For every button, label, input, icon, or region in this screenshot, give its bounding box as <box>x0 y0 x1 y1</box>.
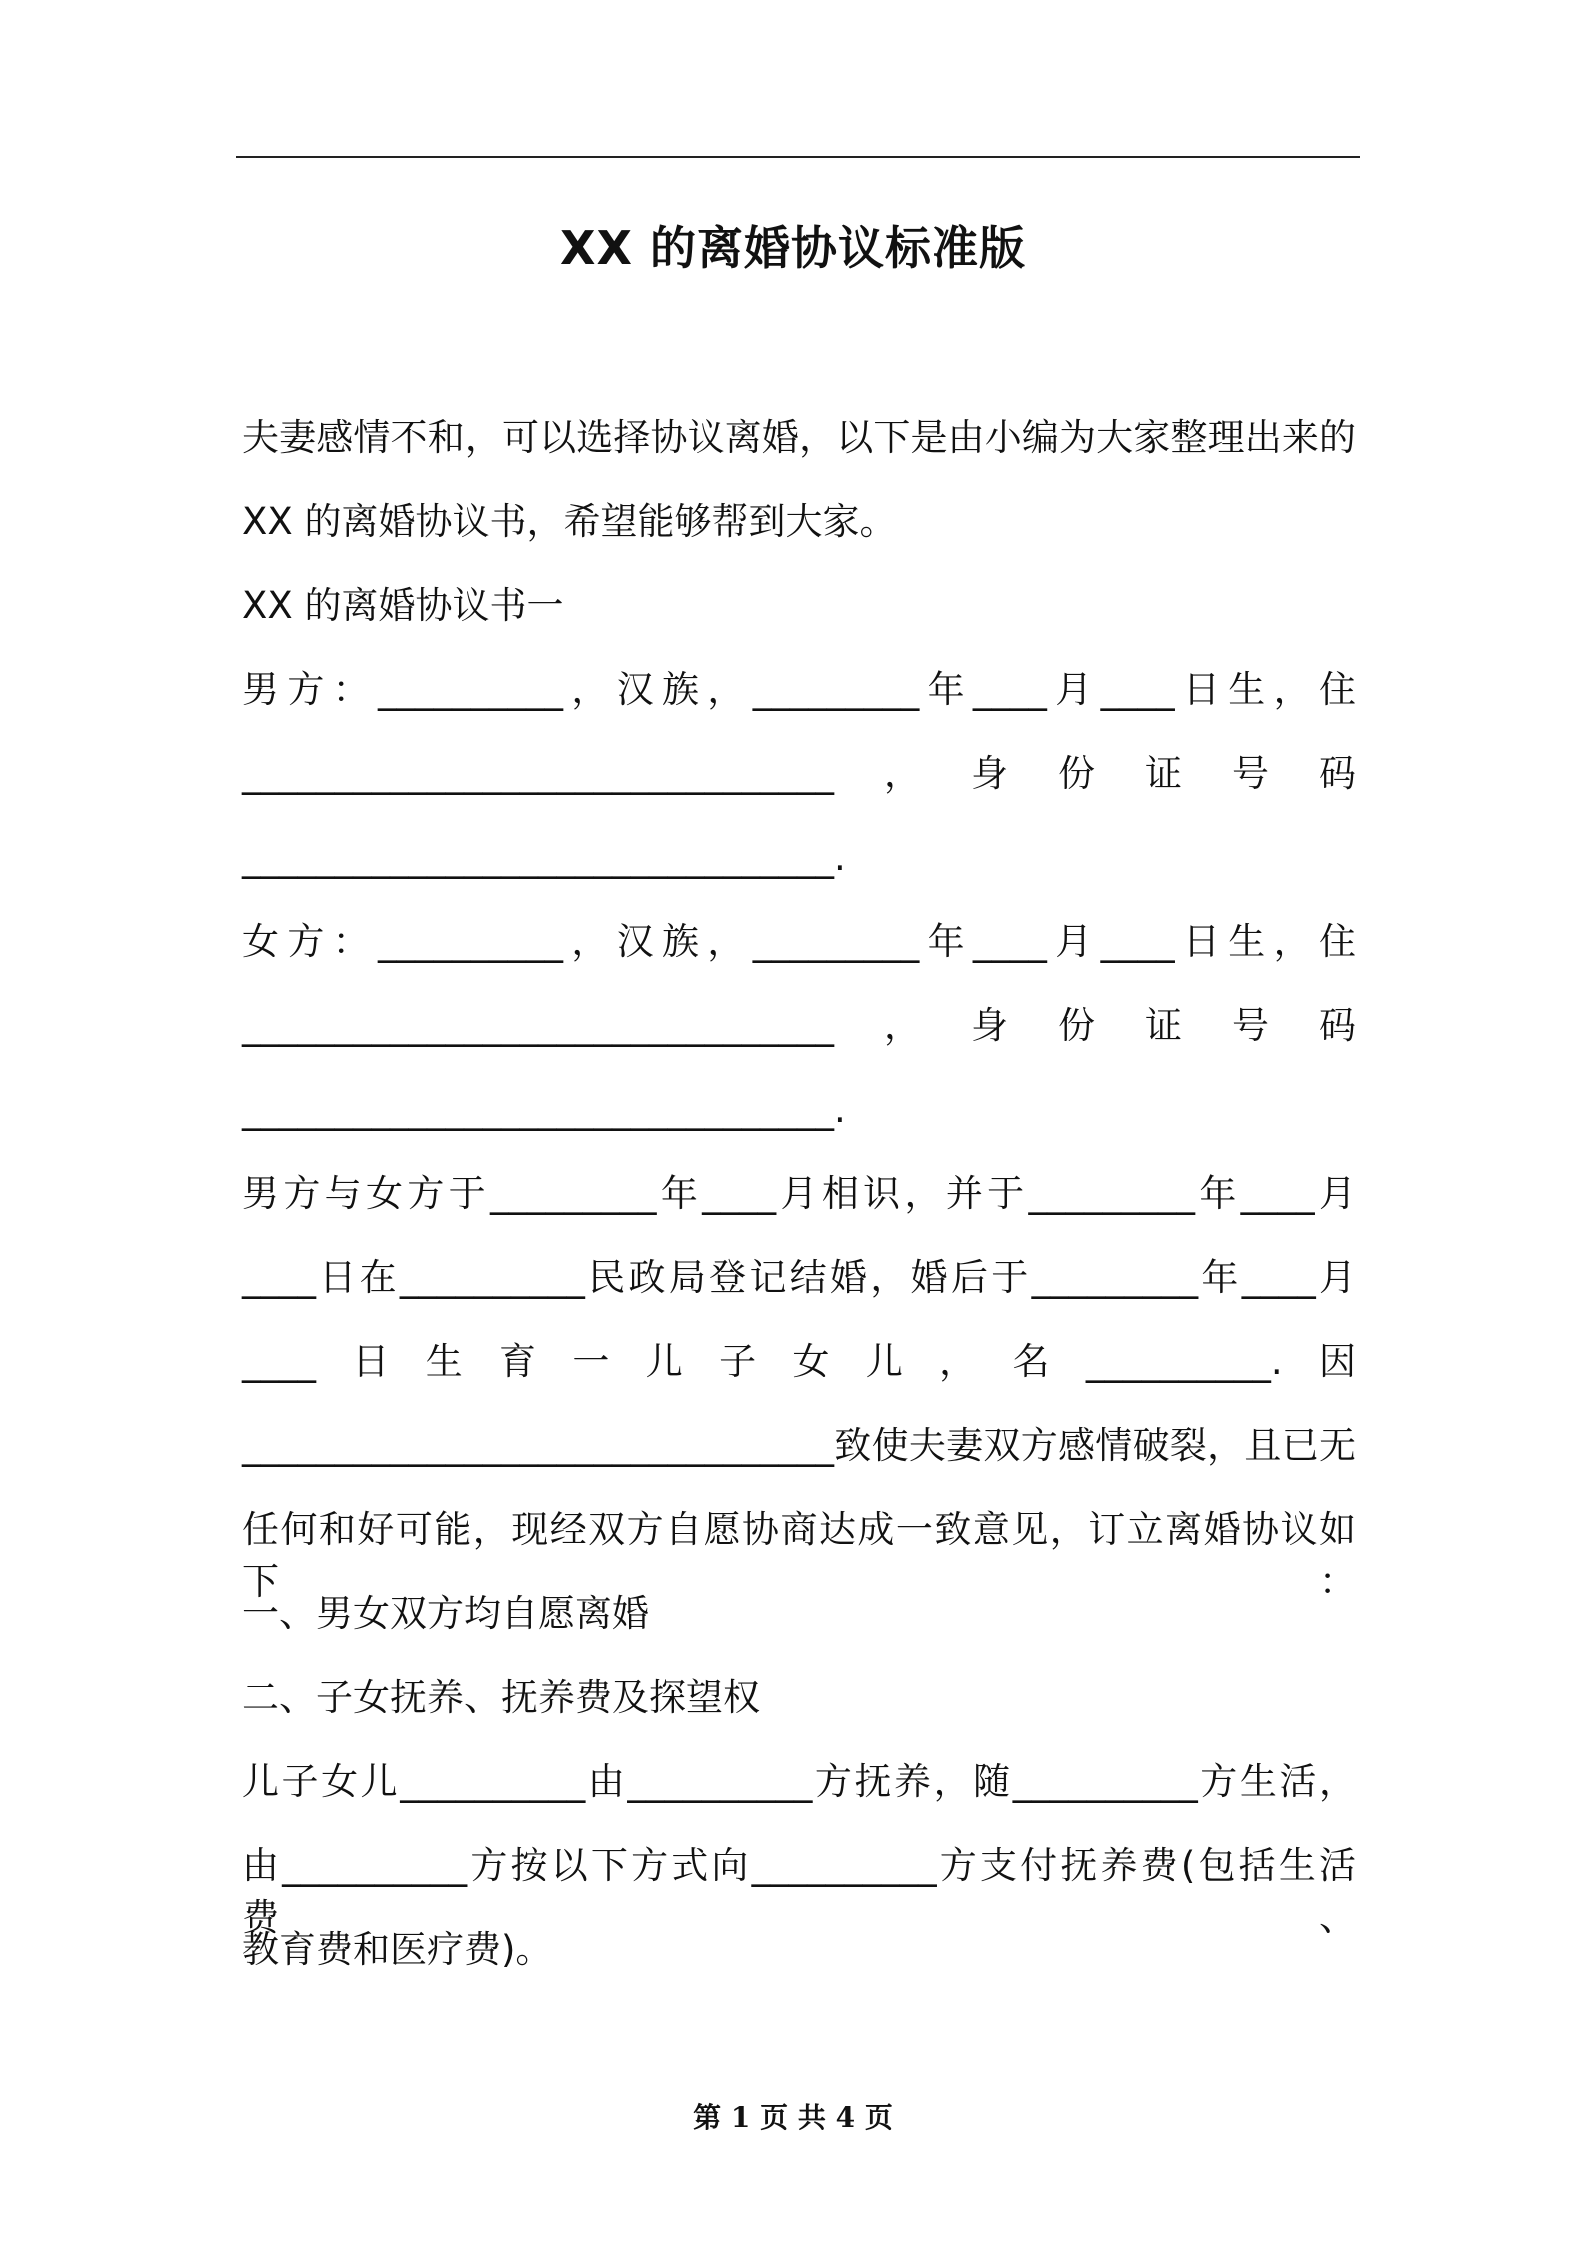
header-rule <box>236 156 1360 158</box>
body-line: 教育费和医疗费)。 <box>242 1928 553 1971</box>
body-line: XX 的离婚协议书，希望能够帮到大家。 <box>242 500 897 543</box>
clause-heading: 一、男女双方均自愿离婚 <box>242 1592 649 1635</box>
body-line: ________________________________致使夫妻双方感情破裂，且已无 <box>242 1424 1356 1467</box>
form-line-female-id: ________________________________，身份证号码 <box>242 1004 1356 1047</box>
document-title: XX 的离婚协议标准版 <box>560 221 1026 275</box>
page-number-footer: 第 1 页 共 4 页 <box>693 2101 893 2134</box>
body-line: ____日生育一儿子女儿，名__________.因 <box>242 1340 1356 1383</box>
body-line: ____日在__________民政局登记结婚，婚后于_________年____月 <box>242 1256 1356 1299</box>
form-line-female: 女方：__________，汉族，_________年____月____日生，住 <box>242 920 1356 963</box>
body-line: 由__________方按以下方式向__________方支付抚养费(包括生活费、 <box>242 1844 1356 1939</box>
body-line: 夫妻感情不和，可以选择协议离婚，以下是由小编为大家整理出来的 <box>242 416 1356 459</box>
form-line-male-id: ________________________________，身份证号码 <box>242 752 1356 795</box>
body-line: 任何和好可能，现经双方自愿协商达成一致意见，订立离婚协议如下： <box>242 1508 1356 1603</box>
section-heading: XX 的离婚协议书一 <box>242 584 564 627</box>
form-line-male-id-blank: ________________________________. <box>242 836 846 879</box>
body-line: 男方与女方于_________年____月相识，并于_________年____月 <box>242 1172 1356 1215</box>
clause-heading: 二、子女抚养、抚养费及探望权 <box>242 1676 760 1719</box>
form-line-male: 男方：__________，汉族，_________年____月____日生，住 <box>242 668 1356 711</box>
form-line-female-id-blank: ________________________________. <box>242 1088 846 1131</box>
body-line: 儿子女儿__________由__________方抚养，随__________方生活， <box>242 1760 1356 1803</box>
